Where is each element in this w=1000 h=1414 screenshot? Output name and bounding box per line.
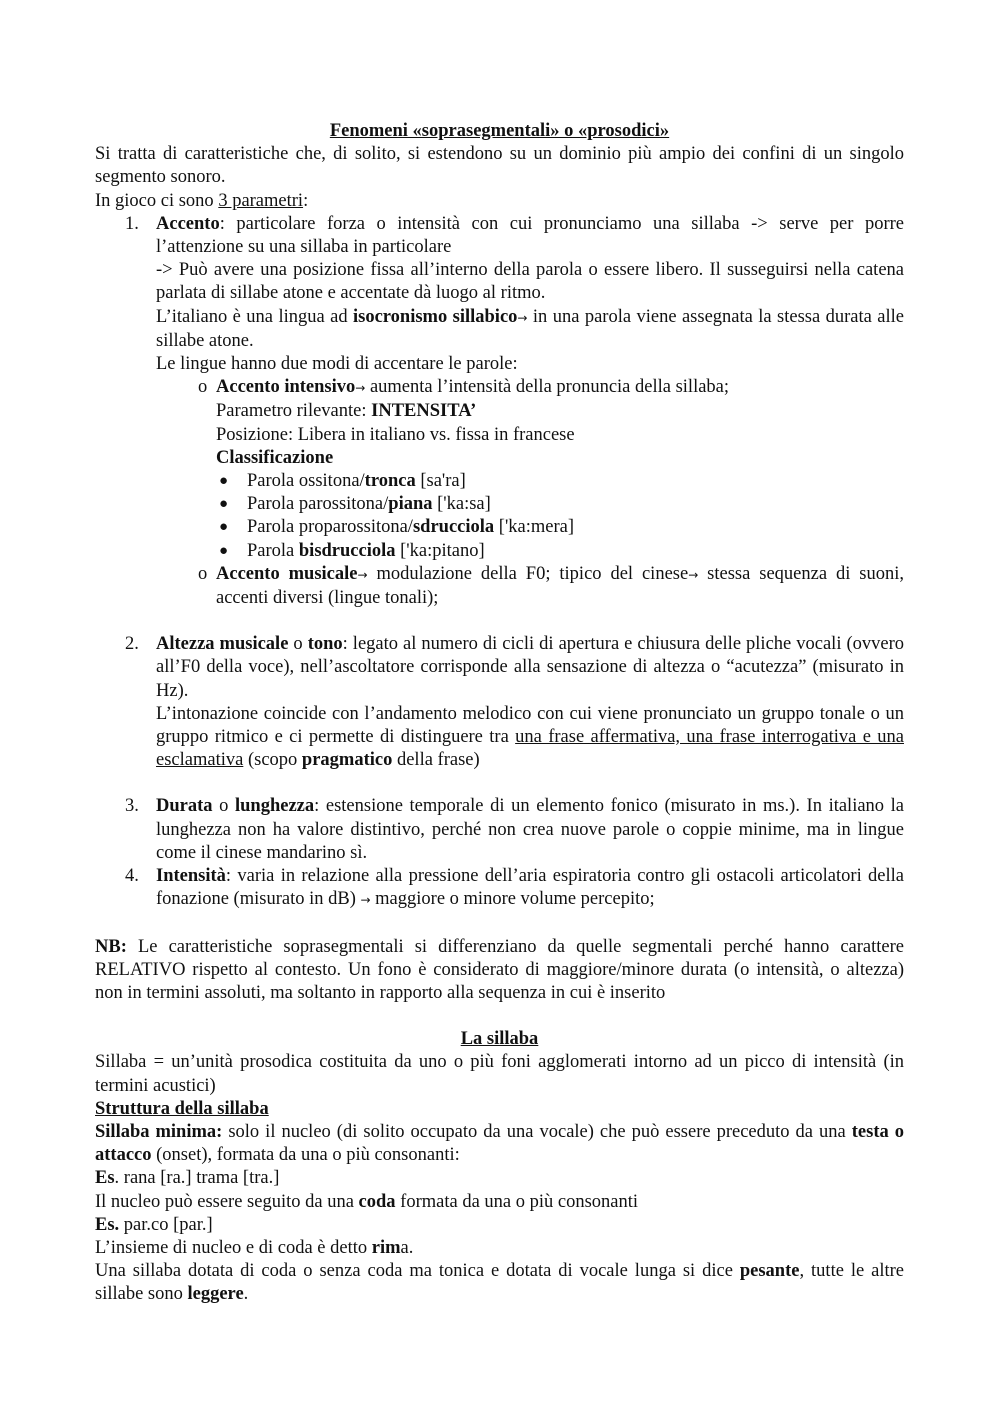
subsection-title-struttura: Struttura della sillaba [95, 1098, 269, 1119]
params-link-text: 3 parametri [218, 190, 304, 211]
bullet-icon: ● [219, 496, 229, 513]
nb-paragraph: NB: Le caratteristiche soprasegmentali si differenziano da quelle segmentali perché hanno carattere RELATIVO rispetto al contesto. Un fono è considerato di maggiore/minore durata (o intensità, o altezza) non in termini assoluti, ma soltanto in rapporto alla sequenza in cui è inserito [95, 936, 904, 1003]
sillaba-minima-paragraph: Sillaba minima: solo il nucleo (di solito occupato da una vocale) che può essere preceduto da una testa o attacco (onset), formata da una o più consonanti: [95, 1121, 904, 1166]
intro-paragraph: Si tratta di caratteristiche che, di solito, si estendono su un dominio più ampio dei confini di un singolo segmento sonoro. [95, 144, 904, 188]
list-item-accento-musicale: o Accento musicale→ modulazione della F0; tipico del cinese→ stessa sequenza di suoni, accenti diversi (lingue tonali); [198, 563, 905, 609]
list-number: 4. [125, 866, 139, 887]
arrow-icon: → [357, 567, 368, 582]
arrow-icon: → [360, 893, 371, 908]
list-item: ● Parola ossitona/tronca [sa'ra] [216, 470, 904, 493]
coda-paragraph: Il nucleo può essere seguito da una coda formata da una o più consonanti [95, 1191, 639, 1212]
bullet-icon: ● [219, 473, 229, 490]
section-title-sillaba: La sillaba [460, 1029, 539, 1050]
list-item-accento-intensivo: o Accento intensivo→ aumenta l’intensità della pronuncia della sillaba; Parametro rilevante: INTENSITA’ Posizione: Libera in italiano vs. fissa in francese Classificazione ● Parola ossitona/tronca [sa'ra] ● Parola parossitona/piana ['ka:sa] ● Parola proparossitona/sdrucciola ['ka:mera] ● Parola bisdrucciola ['ka:pitano] [156, 376, 904, 563]
list-item-intensita: 4. Intensità: varia in relazione alla pressione dell’aria espiratoria contro gli ostacoli articolatori della fonazione (misurato in dB) → maggiore o minore volume percepito; [125, 866, 904, 910]
accent-types-list [156, 376, 904, 610]
list-item: ● Parola parossitona/piana ['ka:sa] [216, 493, 904, 516]
arrow-icon: → [355, 381, 366, 396]
classification-list [216, 470, 904, 563]
circle-bullet-icon: o [198, 563, 208, 584]
list-item: ● Parola proparossitona/sdrucciola ['ka:mera] [216, 516, 904, 539]
list-number: 3. [125, 796, 139, 817]
sillaba-definition: Sillaba = un’unità prosodica costituita da uno o più foni agglomerati intorno ad un picco di intensità (in termini acustici) [95, 1052, 904, 1096]
rima-paragraph: L’insieme di nucleo e di coda è detto rima. [95, 1237, 414, 1258]
accento-paragraph-3: L’italiano è una lingua ad isocronismo sillabico→ in una parola viene assegnata la stessa durata alle sillabe atone. [156, 306, 904, 351]
bullet-icon: ● [219, 519, 229, 536]
list-item: ● Parola bisdrucciola ['ka:pitano] [216, 540, 904, 563]
example-2: Es. par.co [par.] [95, 1214, 213, 1235]
list-item-durata: 3. Durata o lunghezza: estensione temporale di un elemento fonico (misurato in ms.). In italiano la lunghezza non ha valore distintivo, perché non crea nuove parole o coppie minime, ma in lingue come il cinese mandarino sì. [125, 796, 904, 863]
accento-paragraph-2: -> Può avere una posizione fissa all’interno della parola o essere libero. Il susseguirsi nella catena parlata di sillabe atone e accentate dà luogo al ritmo. [156, 260, 904, 304]
bullet-icon: ● [219, 542, 229, 559]
example-1: Es. rana [ra.] trama [tra.] [95, 1168, 280, 1189]
list-number: 2. [125, 634, 139, 655]
list-item-accento: 1. Accento: particolare forza o intensità con cui pronunciamo una sillaba -> serve per porre l’attenzione su una sillaba in particolare -> Può avere una posizione fissa all’interno della parola o essere libero. Il susseguirsi nella catena parlata di sillabe atone e accentate dà luogo al ritmo. L’italiano è una lingua ad isocronismo sillabico→ in una parola viene assegnata la stessa durata alle sillabe atone. Le lingue hanno due modi di accentare le parole: o Accento intensivo→ aumenta l’intensità della pronuncia della sillaba; Parametro rilevante: INTENSITA’ Posizione: Libera in italiano vs. fissa in francese Classificazione ● Parola ossitona/tronca [sa'ra] ● Parola parossitona/piana ['ka:sa] ● Parola proparossitona/sdrucciola ['ka:mera] ● Parola bisdrucciola ['ka:pitano] o Accento musicale→ modulazione della F0; tipico del cinese→ stessa sequenza di suoni, accenti diversi (lingue tonali); [95, 213, 904, 633]
parameters-list [95, 213, 904, 913]
arrow-icon: → [688, 567, 699, 582]
circle-bullet-icon: o [198, 377, 208, 398]
arrow-icon: → [517, 310, 528, 325]
pesante-paragraph: Una sillaba dotata di coda o senza coda ma tonica e dotata di vocale lunga si dice pesante, tutte le altre sillabe sono leggere. [95, 1261, 904, 1305]
section-title-fenomeni: Fenomeni «soprasegmentali» o «prosodici» [329, 121, 670, 141]
list-number: 1. [125, 213, 139, 234]
document-page [95, 120, 904, 1307]
list-item-altezza: 2. Altezza musicale o tono: legato al numero di cicli di apertura e chiusura delle pliche vocali (ovvero all’F0 della voce), nell’ascoltatore corrisponde alla sensazione di altezza o “acutezza” (misurato in Hz). L’intonazione coincide con l’andamento melodico con cui viene pronunciato un gruppo tonale o un gruppo ritmico e ci permette di distinguere tra una frase affermativa, una frase interrogativa e una esclamativa (scopo pragmatico della frase) [125, 634, 905, 771]
params-line: In gioco ci sono 3 parametri: [95, 190, 309, 211]
accento-paragraph-4: Le lingue hanno due modi di accentare le parole: [156, 354, 518, 375]
